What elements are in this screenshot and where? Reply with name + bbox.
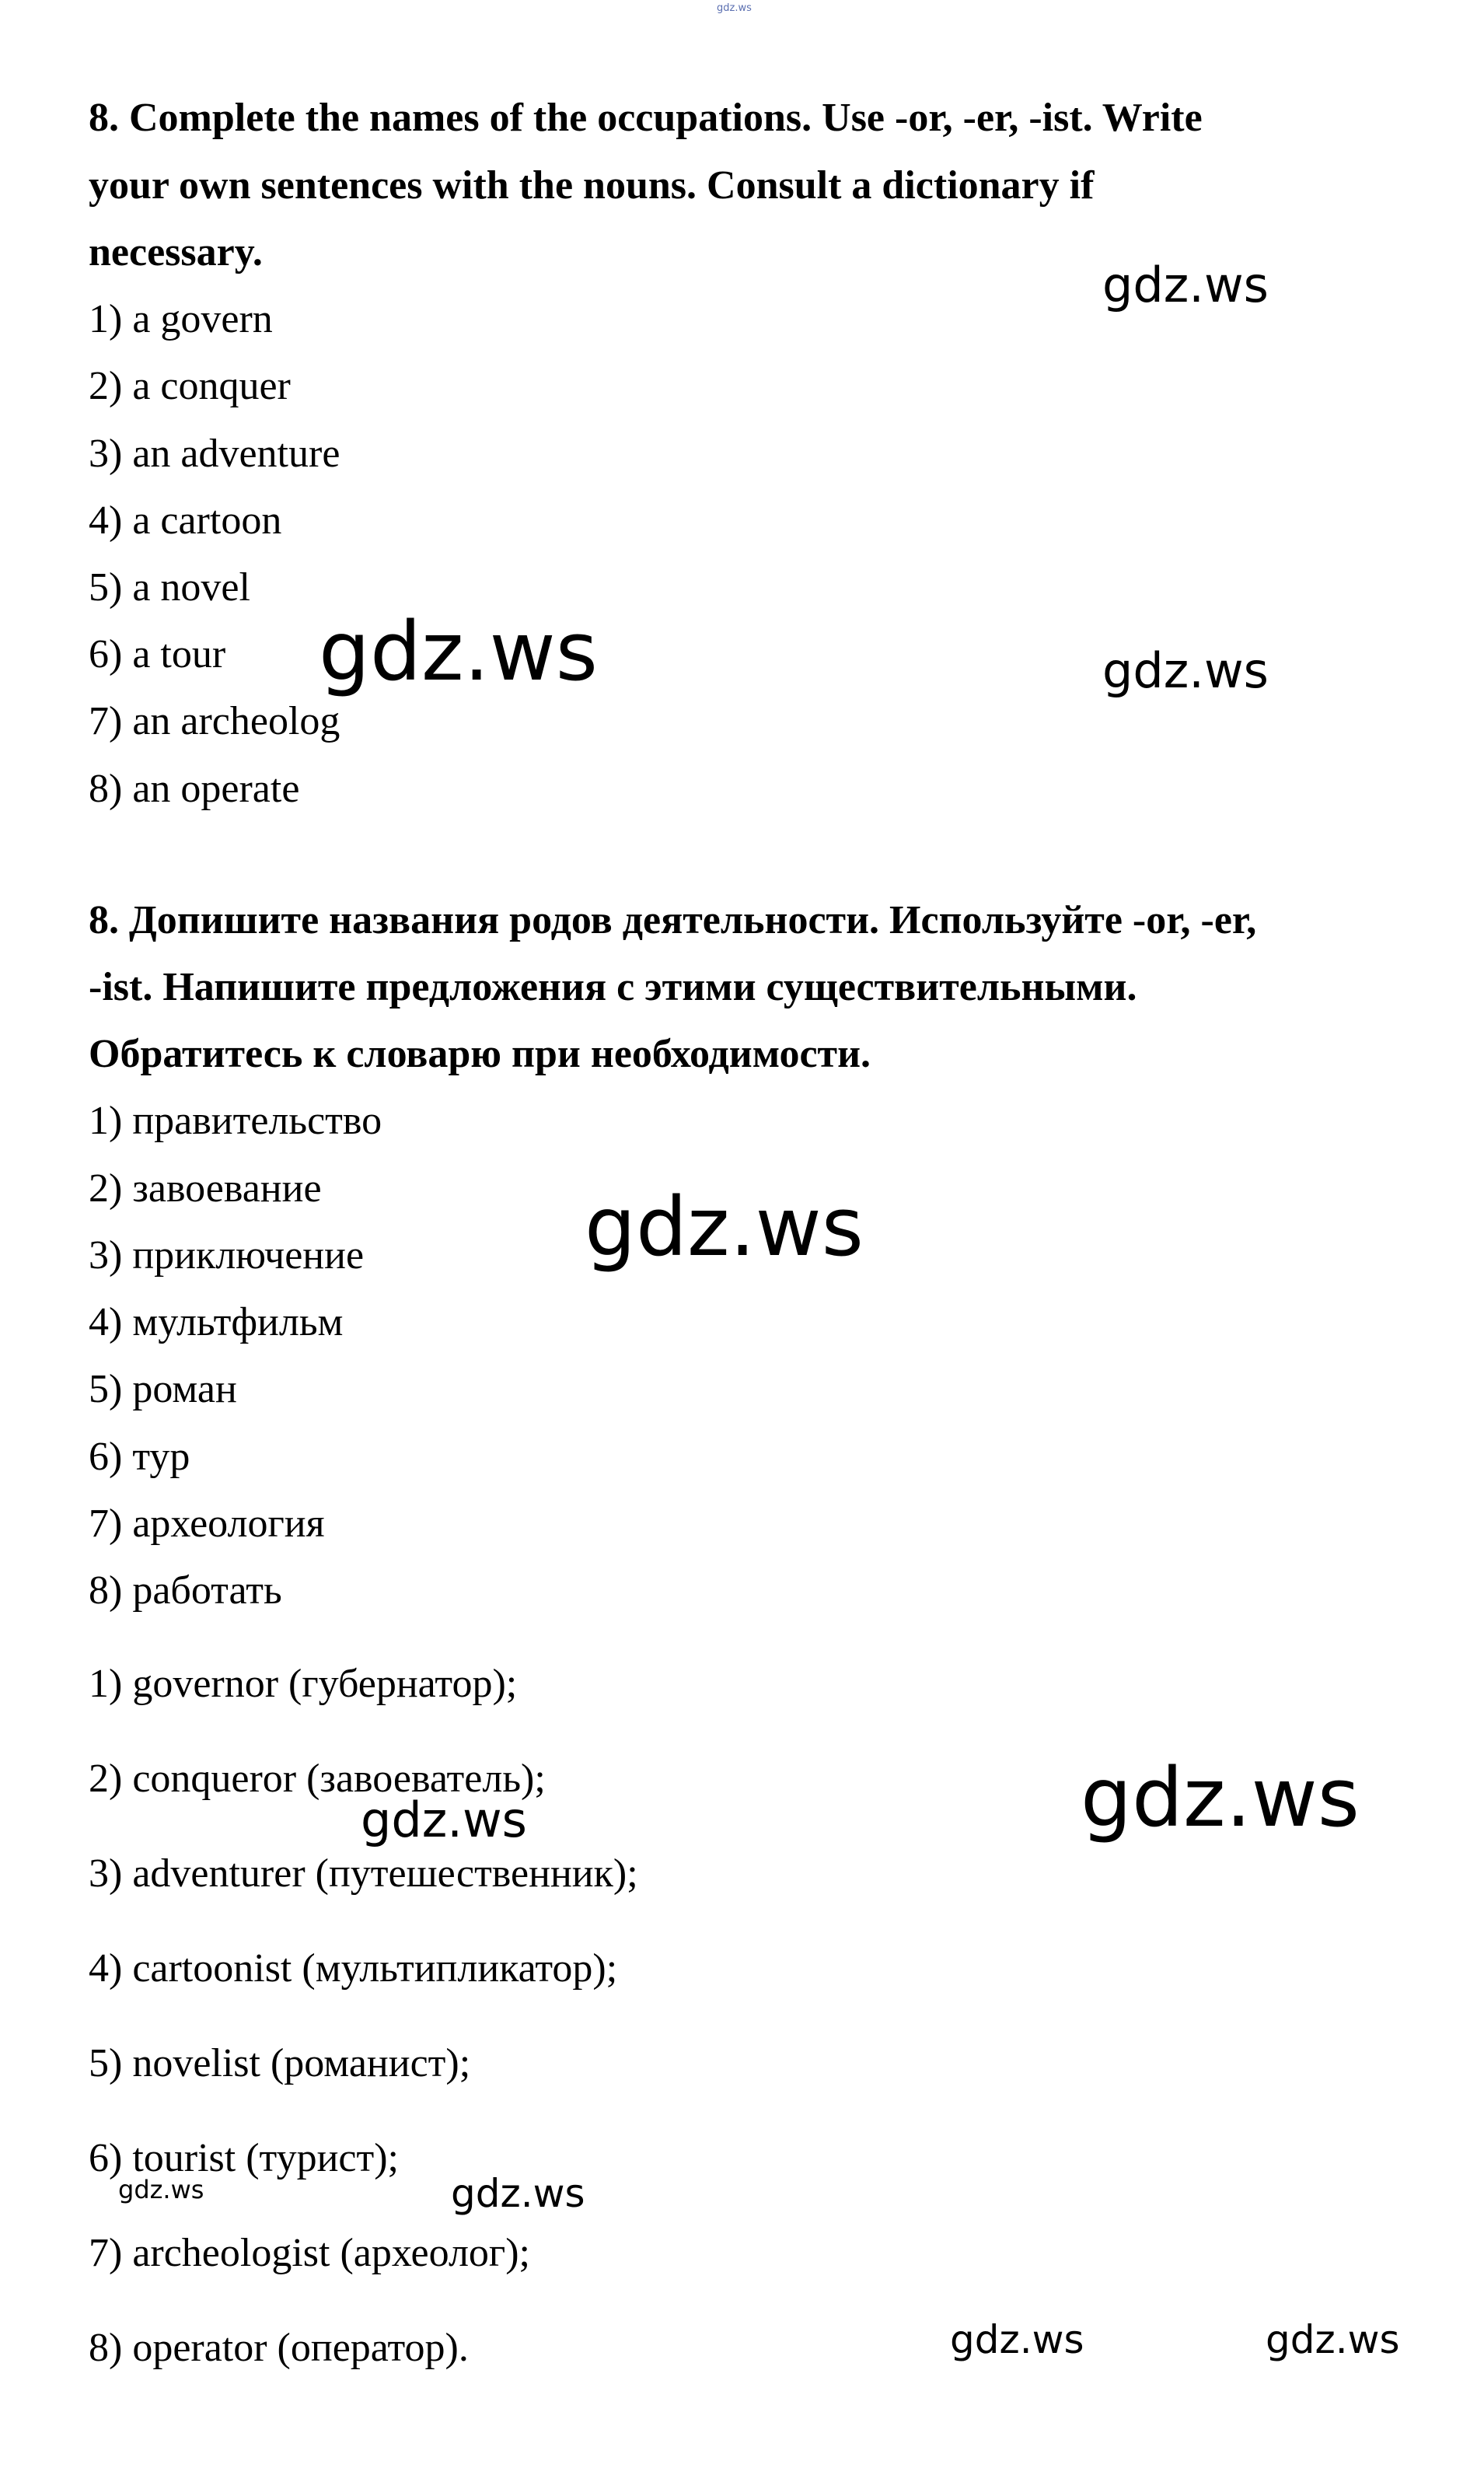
watermark: gdz.ws: [585, 1180, 864, 1274]
task-en-item-8: 8) an operate: [89, 767, 300, 811]
answer-7: 7) archeologist (археолог);: [89, 2231, 530, 2275]
task-ru-item-3: 3) приключение: [89, 1233, 365, 1278]
task-en-heading-line-1: 8. Complete the names of the occupations. Use -or, -er, -ist. Write: [89, 96, 1203, 140]
task-en-heading-line-2: your own sentences with the nouns. Consult a dictionary if: [89, 163, 1095, 208]
task-ru-item-6: 6) тур: [89, 1435, 190, 1479]
watermark: gdz.ws: [1102, 642, 1269, 699]
answer-1: 1) governor (губернатор);: [89, 1662, 518, 1706]
watermark-top: gdz.ws: [717, 2, 752, 14]
task-en-item-6: 6) a tour: [89, 632, 226, 676]
task-ru-heading-line-3: Обратитесь к словарю при необходимости.: [89, 1032, 871, 1076]
task-ru-item-2: 2) завоевание: [89, 1166, 322, 1211]
task-en-item-7: 7) an archeolog: [89, 699, 340, 743]
task-en-item-1: 1) a govern: [89, 297, 273, 341]
task-ru-heading-line-1: 8. Допишите названия родов деятельности. Используйте -or, -er,: [89, 898, 1257, 942]
task-ru-item-8: 8) работать: [89, 1568, 282, 1613]
task-ru-item-7: 7) археология: [89, 1501, 325, 1546]
task-ru-item-4: 4) мультфильм: [89, 1300, 344, 1344]
task-ru-item-5: 5) роман: [89, 1367, 237, 1411]
watermark: gdz.ws: [451, 2171, 585, 2216]
task-en-item-4: 4) a cartoon: [89, 498, 282, 543]
task-en-item-5: 5) a novel: [89, 565, 250, 610]
watermark: gdz.ws: [1081, 1750, 1360, 1845]
watermark: gdz.ws: [319, 604, 598, 699]
answer-8: 8) operator (оператор).: [89, 2326, 469, 2370]
answer-2: 2) conqueror (завоеватель);: [89, 1757, 546, 1801]
watermark: gdz.ws: [1102, 257, 1269, 313]
task-ru-item-1: 1) правительство: [89, 1099, 382, 1143]
answer-6: 6) tourist (турист);: [89, 2136, 399, 2180]
watermark: gdz.ws: [361, 1792, 527, 1848]
task-en-heading-line-3: necessary.: [89, 230, 263, 274]
answer-4: 4) cartoonist (мультипликатор);: [89, 1946, 618, 1991]
watermark: gdz.ws: [950, 2317, 1084, 2362]
answer-5: 5) novelist (романист);: [89, 2041, 471, 2085]
answer-3: 3) adventurer (путешественник);: [89, 1851, 638, 1896]
task-ru-heading-line-2: -ist. Напишите предложения с этими существительными.: [89, 965, 1137, 1009]
watermark: gdz.ws: [118, 2175, 204, 2204]
task-en-item-3: 3) an adventure: [89, 432, 340, 476]
watermark: gdz.ws: [1266, 2317, 1400, 2362]
task-en-item-2: 2) a conquer: [89, 364, 291, 408]
